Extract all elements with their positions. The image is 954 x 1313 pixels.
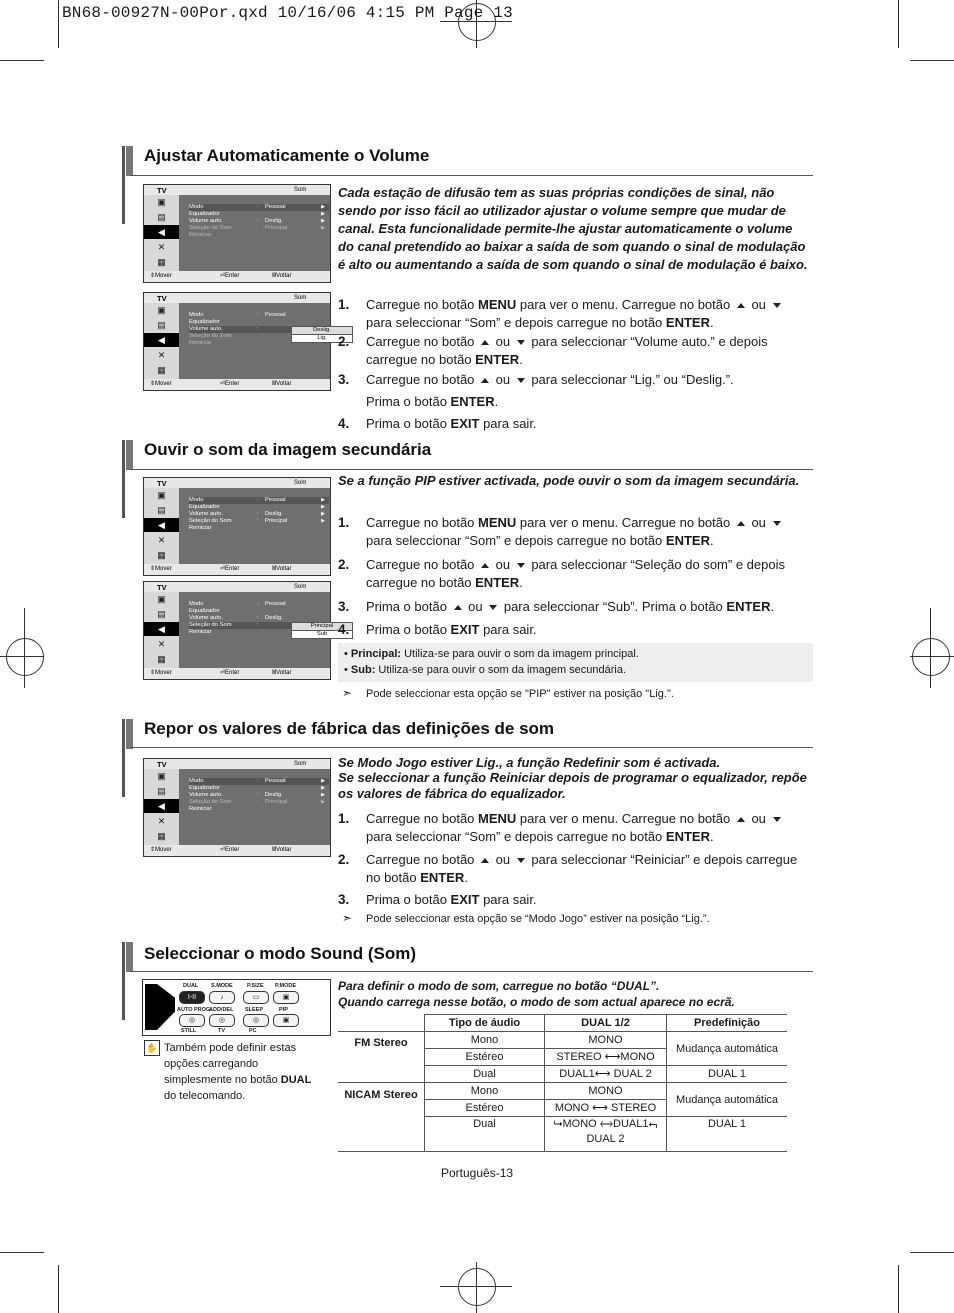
menu-row-label: Reiniciar xyxy=(189,806,212,812)
section-intro: Se Modo Jogo estiver Lig., a função Redefinir som é activada. Se seleccionar a função Reiniciar depois de programar o equalizador, repõe os valores de fábrica do equalizador. xyxy=(338,755,807,801)
menu-row-label: Reiniciar xyxy=(189,340,212,346)
remote-label: STILL xyxy=(181,1028,197,1034)
bidirectional-arrow-icon: ⟷ xyxy=(604,1050,621,1063)
menu-row-value: Deslig. xyxy=(265,511,283,517)
menu-row-value: Pessoal xyxy=(265,312,286,318)
option-popup-selected: Sub xyxy=(291,630,353,639)
menu-colon: : xyxy=(257,218,259,224)
arrow-up-icon xyxy=(737,303,745,308)
table-cell: Dual xyxy=(425,1066,545,1083)
remote-label: TV xyxy=(218,1028,226,1034)
table-cell: Estéreo xyxy=(425,1100,545,1117)
registration-line xyxy=(440,1286,512,1287)
remote-label: PIP xyxy=(279,1007,288,1013)
menu-row-label: Volume auto. xyxy=(189,615,223,621)
crop-mark xyxy=(910,60,954,61)
menu-row-value: Pessoal xyxy=(265,497,286,503)
speaker-icon: ◀ xyxy=(144,518,179,532)
table-cell: MONO xyxy=(545,1032,667,1049)
option-popup: Deslig. xyxy=(291,326,353,335)
arrow-down-icon xyxy=(489,605,497,610)
registration-line xyxy=(476,1262,477,1313)
pip-button: ▣ xyxy=(273,1014,299,1027)
menu-row-label: Equalizador xyxy=(189,785,220,791)
channel-icon: ✕ xyxy=(157,242,166,252)
menu-row-label: Seleção do Som xyxy=(189,799,232,805)
picture-icon: ▣ xyxy=(157,305,166,315)
crop-mark xyxy=(898,0,899,48)
setup-icon: ▦ xyxy=(157,654,166,664)
setup-icon: ▦ xyxy=(157,831,166,841)
step: 2. Carregue no botão ou para seleccionar “Seleção do som” e depois carregue no botão ENTER. xyxy=(338,557,785,590)
page-footer: Português-13 xyxy=(441,1166,514,1180)
remote-pointer-icon xyxy=(145,984,175,1030)
speaker-icon: ◀ xyxy=(144,799,179,813)
step: 4. Prima o botão EXIT para sair. xyxy=(338,622,537,637)
crop-mark xyxy=(910,1252,954,1253)
arrow-right-icon: ▶ xyxy=(321,511,325,517)
menu-colon: : xyxy=(257,601,259,607)
table-cell: DUAL 1 xyxy=(667,1117,788,1152)
step: 1. Carregue no botão MENU para ver o menu. Carregue no botão ou para seleccionar “Som” e depois carregue no botão ENTER. xyxy=(338,810,808,846)
menu-som-label: Som xyxy=(294,584,307,590)
table-cell: Mudança automática xyxy=(667,1083,788,1117)
table-cell: MONO ⟷ STEREO xyxy=(545,1100,667,1117)
arrow-up-icon xyxy=(481,378,489,383)
table-cell: FM Stereo xyxy=(338,1032,425,1083)
autoprog-button: ◎ xyxy=(179,1014,205,1027)
arrow-down-icon xyxy=(773,303,781,308)
remote-label: AUTO PROG. xyxy=(177,1007,212,1013)
table-cell: Mono xyxy=(425,1083,545,1100)
menu-row-label: Reiniciar xyxy=(189,629,212,635)
menu-move: ⇕ Mover xyxy=(150,566,172,572)
menu-colon: : xyxy=(257,615,259,621)
arrow-up-icon xyxy=(481,563,489,568)
menu-colon: : xyxy=(257,326,259,332)
menu-row-label: Volume auto. xyxy=(189,792,223,798)
menu-row-value: Deslig. xyxy=(265,615,283,621)
cycle-arrow-icon: ⮢ xyxy=(648,1118,658,1130)
menu-row-value: Principal xyxy=(265,799,288,805)
print-slug: BN68-00927N-00Por.qxd 10/16/06 4:15 PM Page 13 xyxy=(62,4,513,22)
menu-row-value: Pessoal xyxy=(265,778,286,784)
registration-line xyxy=(910,656,954,657)
section-rule xyxy=(130,971,813,972)
menu-row-label: Reiniciar xyxy=(189,232,212,238)
step: 2. Carregue no botão ou para seleccionar “Volume auto.” e depois carregue no botão ENTER. xyxy=(338,334,768,367)
picture-icon: ▤ xyxy=(157,320,166,330)
table-cell: DUAL1⟷ DUAL 2 xyxy=(545,1066,667,1083)
menu-row-label: Modo xyxy=(189,312,204,318)
picture-icon: ▤ xyxy=(157,505,166,515)
table-header: DUAL 1/2 xyxy=(545,1015,667,1032)
table-cell: ⮡MONO ⟷DUAL1⮢ DUAL 2 xyxy=(545,1117,667,1152)
table-header: Tipo de áudio xyxy=(425,1015,545,1032)
section-intro: Se a função PIP estiver activada, pode ouvir o som da imagem secundária. xyxy=(338,473,800,488)
crop-mark xyxy=(898,1265,899,1313)
crop-mark xyxy=(58,0,59,48)
picture-icon: ▤ xyxy=(157,212,166,222)
arrow-right-icon: ▶ xyxy=(321,792,325,798)
menu-row-value: Principal xyxy=(265,225,288,231)
setup-icon: ▦ xyxy=(157,365,166,375)
picture-icon: ▣ xyxy=(157,490,166,500)
menu-tv-label: TV xyxy=(157,186,167,195)
table-cell: NICAM Stereo xyxy=(338,1083,425,1152)
section-bar xyxy=(126,146,133,176)
menu-move: ⇕ Mover xyxy=(150,847,172,853)
remote-illustration xyxy=(142,979,331,1036)
menu-row-label: Seleção do Som xyxy=(189,622,232,628)
step: 3. Prima o botão EXIT para sair. xyxy=(338,892,537,907)
menu-row-label: Modo xyxy=(189,601,204,607)
picture-icon: ▣ xyxy=(157,594,166,604)
arrow-up-icon xyxy=(481,858,489,863)
menu-row-label: Volume auto. xyxy=(189,511,223,517)
registration-line xyxy=(24,608,25,688)
note-arrow-icon: ➣ xyxy=(342,686,353,700)
remote-label: S.MODE xyxy=(211,983,233,989)
menu-row-label: Reiniciar xyxy=(189,525,212,531)
menu-som-label: Som xyxy=(294,187,307,193)
remote-hand-icon: ✋ xyxy=(144,1040,160,1056)
arrow-down-icon xyxy=(517,378,525,383)
section-title: Ajustar Automaticamente o Volume xyxy=(144,146,430,165)
table-cell: MONO xyxy=(545,1083,667,1100)
arrow-down-icon xyxy=(517,340,525,345)
step: 3. Prima o botão ou para seleccionar “Sub”. Prima o botão ENTER. xyxy=(338,599,775,614)
option-popup: Principal xyxy=(291,622,353,631)
menu-row-value: Deslig. xyxy=(265,792,283,798)
table-cell: DUAL 1 xyxy=(667,1066,788,1083)
arrow-down-icon xyxy=(517,858,525,863)
menu-enter: ⏎ Enter xyxy=(220,670,240,676)
smode-button: ♪ xyxy=(209,991,235,1004)
step: 2. Carregue no botão ou para seleccionar “Reiniciar” e depois carregue no botão ENTER. xyxy=(338,852,798,885)
step: 1. Carregue no botão MENU para ver o menu. Carregue no botão ou para seleccionar “Som” e depois carregue no botão ENTER. xyxy=(338,514,808,550)
tv-menu-screen xyxy=(143,184,331,283)
menu-enter: ⏎ Enter xyxy=(220,847,240,853)
speaker-icon: ◀ xyxy=(144,333,179,347)
menu-row-label: Volume auto. xyxy=(189,218,223,224)
menu-row-label: Seleção do Som xyxy=(189,225,232,231)
remote-label: P.SIZE xyxy=(247,983,264,989)
section-title: Ouvir o som da imagem secundária xyxy=(144,440,432,459)
menu-row-value: Principal xyxy=(265,518,288,524)
menu-return: Ⅲ Voltar xyxy=(272,566,292,572)
menu-return: Ⅲ Voltar xyxy=(272,670,292,676)
setup-icon: ▦ xyxy=(157,550,166,560)
setup-icon: ▦ xyxy=(157,257,166,267)
arrow-right-icon: ▶ xyxy=(321,799,325,805)
section-intro: Para definir o modo de som, carregue no botão “DUAL”. Quando carrega nesse botão, o modo de som actual aparece no ecrã. xyxy=(338,979,735,1009)
audio-type-table xyxy=(338,1014,787,1152)
menu-return: Ⅲ Voltar xyxy=(272,847,292,853)
section-bar xyxy=(126,440,133,470)
arrow-up-icon xyxy=(454,605,462,610)
picture-icon: ▣ xyxy=(157,771,166,781)
menu-enter: ⏎ Enter xyxy=(220,381,240,387)
dual-button: I-II xyxy=(179,991,205,1004)
arrow-right-icon: ▶ xyxy=(321,518,325,524)
arrow-right-icon: ▶ xyxy=(321,497,325,503)
arrow-up-icon xyxy=(737,521,745,526)
menu-return: Ⅲ Voltar xyxy=(272,273,292,279)
remote-label: SLEEP xyxy=(245,1007,264,1013)
menu-colon: : xyxy=(257,778,259,784)
tv-menu-screen xyxy=(143,758,331,857)
menu-row-value: Deslig. xyxy=(265,218,283,224)
menu-move: ⇕ Mover xyxy=(150,670,172,676)
arrow-right-icon: ▶ xyxy=(321,218,325,224)
option-popup-selected: Lig. xyxy=(291,334,353,343)
speaker-icon: ◀ xyxy=(144,622,179,636)
menu-return: Ⅲ Voltar xyxy=(272,381,292,387)
channel-icon: ✕ xyxy=(157,816,166,826)
menu-colon: : xyxy=(257,622,259,628)
step: 3. Carregue no botão ou para seleccionar “Lig.” ou “Deslig.”. Prima o botão ENTER. xyxy=(338,372,734,409)
remote-label: PC xyxy=(249,1028,257,1034)
menu-row-label: Modo xyxy=(189,497,204,503)
menu-tv-label: TV xyxy=(157,294,167,303)
menu-row-label: Equalizador xyxy=(189,504,220,510)
registration-mark xyxy=(6,638,44,676)
table-corner xyxy=(338,1015,425,1032)
arrow-down-icon xyxy=(773,521,781,526)
step: 4. Prima o botão EXIT para sair. xyxy=(338,416,537,431)
crop-mark xyxy=(0,60,44,61)
bidirectional-arrow-icon: ⟷ xyxy=(594,1067,611,1080)
section-bar xyxy=(122,440,125,518)
section-bar xyxy=(122,146,125,224)
channel-icon: ✕ xyxy=(157,350,166,360)
bidirectional-arrow-icon: ⟷ xyxy=(592,1101,608,1114)
registration-line xyxy=(930,608,931,688)
picture-icon: ▣ xyxy=(157,197,166,207)
bullet-item: • Sub: Utiliza-se para ouvir o som da imagem secundária. xyxy=(344,664,627,676)
menu-colon: : xyxy=(257,799,259,805)
section-title: Repor os valores de fábrica das definições de som xyxy=(144,719,555,738)
arrow-right-icon: ▶ xyxy=(321,211,325,217)
menu-row-label: Seleção do Som xyxy=(189,518,232,524)
section-title: Seleccionar o modo Sound (Som) xyxy=(144,944,417,963)
table-header: Predefinição xyxy=(667,1015,788,1032)
picture-icon: ▤ xyxy=(157,786,166,796)
step: 1. Carregue no botão MENU para ver o menu. Carregue no botão ou para seleccionar “Som” e depois carregue no botão ENTER. xyxy=(338,296,808,332)
picture-icon: ▤ xyxy=(157,609,166,619)
registration-mark xyxy=(912,638,950,676)
section-bar xyxy=(122,719,125,797)
speaker-icon: ◀ xyxy=(144,225,179,239)
menu-move: ⇕ Mover xyxy=(150,381,172,387)
menu-som-label: Som xyxy=(294,761,307,767)
menu-colon: : xyxy=(257,511,259,517)
table-cell: Mono xyxy=(425,1032,545,1049)
channel-icon: ✕ xyxy=(157,535,166,545)
crop-mark xyxy=(0,1252,44,1253)
menu-colon: : xyxy=(257,518,259,524)
menu-colon: : xyxy=(257,225,259,231)
menu-som-label: Som xyxy=(294,480,307,486)
info-box xyxy=(338,643,813,682)
sleep-button: ◎ xyxy=(243,1014,269,1027)
menu-colon: : xyxy=(257,204,259,210)
section-bar xyxy=(122,942,125,1020)
channel-icon: ✕ xyxy=(157,639,166,649)
arrow-down-icon xyxy=(773,817,781,822)
bullet-item: • Principal: Utiliza-se para ouvir o som da imagem principal. xyxy=(344,648,639,660)
table-cell: Mudança automática xyxy=(667,1032,788,1066)
pmode-button: ▣ xyxy=(273,991,299,1004)
bidirectional-arrow-icon: ⟷ xyxy=(599,1118,614,1130)
menu-colon: : xyxy=(257,792,259,798)
crop-mark xyxy=(58,1265,59,1313)
arrow-up-icon xyxy=(481,340,489,345)
menu-tv-label: TV xyxy=(157,583,167,592)
menu-row-label: Volume auto. xyxy=(189,326,223,332)
section-rule xyxy=(130,747,813,748)
menu-tv-label: TV xyxy=(157,760,167,769)
menu-colon: : xyxy=(257,497,259,503)
table-cell: Dual xyxy=(425,1117,545,1152)
registration-line xyxy=(0,656,44,657)
section-intro: Cada estação de difusão tem as suas próprias condições de sinal, não sendo por isso fácil ao utilizador ajustar o volume sempre que mudar de canal. Esta funcionalidade permite-lhe ajustar automaticamente o volume do canal pretendido ao baixar a saída de som quando o sinal de modulação é alto ou aumentando a saída de som quando o sinal de modulação é baixo. xyxy=(338,185,808,272)
arrow-right-icon: ▶ xyxy=(321,204,325,210)
menu-row-label: Equalizador xyxy=(189,319,220,325)
note-arrow-icon: ➣ xyxy=(342,911,353,925)
menu-enter: ⏎ Enter xyxy=(220,566,240,572)
menu-enter: ⏎ Enter xyxy=(220,273,240,279)
arrow-up-icon xyxy=(737,817,745,822)
tv-menu-screen xyxy=(143,477,331,576)
tv-menu-screen xyxy=(143,581,334,680)
psize-button: ▭ xyxy=(243,991,269,1004)
arrow-right-icon: ▶ xyxy=(321,785,325,791)
cycle-arrow-icon: ⮡ xyxy=(553,1118,563,1130)
menu-row-label: Modo xyxy=(189,204,204,210)
menu-row-value: Pessoal xyxy=(265,601,286,607)
menu-row-label: Equalizador xyxy=(189,608,220,614)
table-cell: STEREO ⟷MONO xyxy=(545,1049,667,1066)
arrow-right-icon: ▶ xyxy=(321,225,325,231)
menu-row-label: Seleção do Som xyxy=(189,333,232,339)
menu-tv-label: TV xyxy=(157,479,167,488)
menu-som-label: Som xyxy=(294,295,307,301)
menu-move: ⇕ Mover xyxy=(150,273,172,279)
arrow-down-icon xyxy=(517,563,525,568)
menu-row-label: Modo xyxy=(189,778,204,784)
section-bar xyxy=(126,942,133,972)
section-rule xyxy=(130,175,813,176)
menu-row-label: Equalizador xyxy=(189,211,220,217)
registration-mark xyxy=(458,1268,496,1306)
arrow-right-icon: ▶ xyxy=(321,504,325,510)
menu-row-value: Pessoal xyxy=(265,204,286,210)
remote-label: P.MODE xyxy=(275,983,296,989)
section-bar xyxy=(126,719,133,749)
table-cell: Estéreo xyxy=(425,1049,545,1066)
section-rule xyxy=(130,469,813,470)
remote-label: ADD/DEL xyxy=(209,1007,234,1013)
adddel-button: ◎ xyxy=(209,1014,235,1027)
menu-colon: : xyxy=(257,312,259,318)
remote-label: DUAL xyxy=(183,983,199,989)
tv-menu-screen xyxy=(143,292,331,391)
arrow-right-icon: ▶ xyxy=(321,778,325,784)
